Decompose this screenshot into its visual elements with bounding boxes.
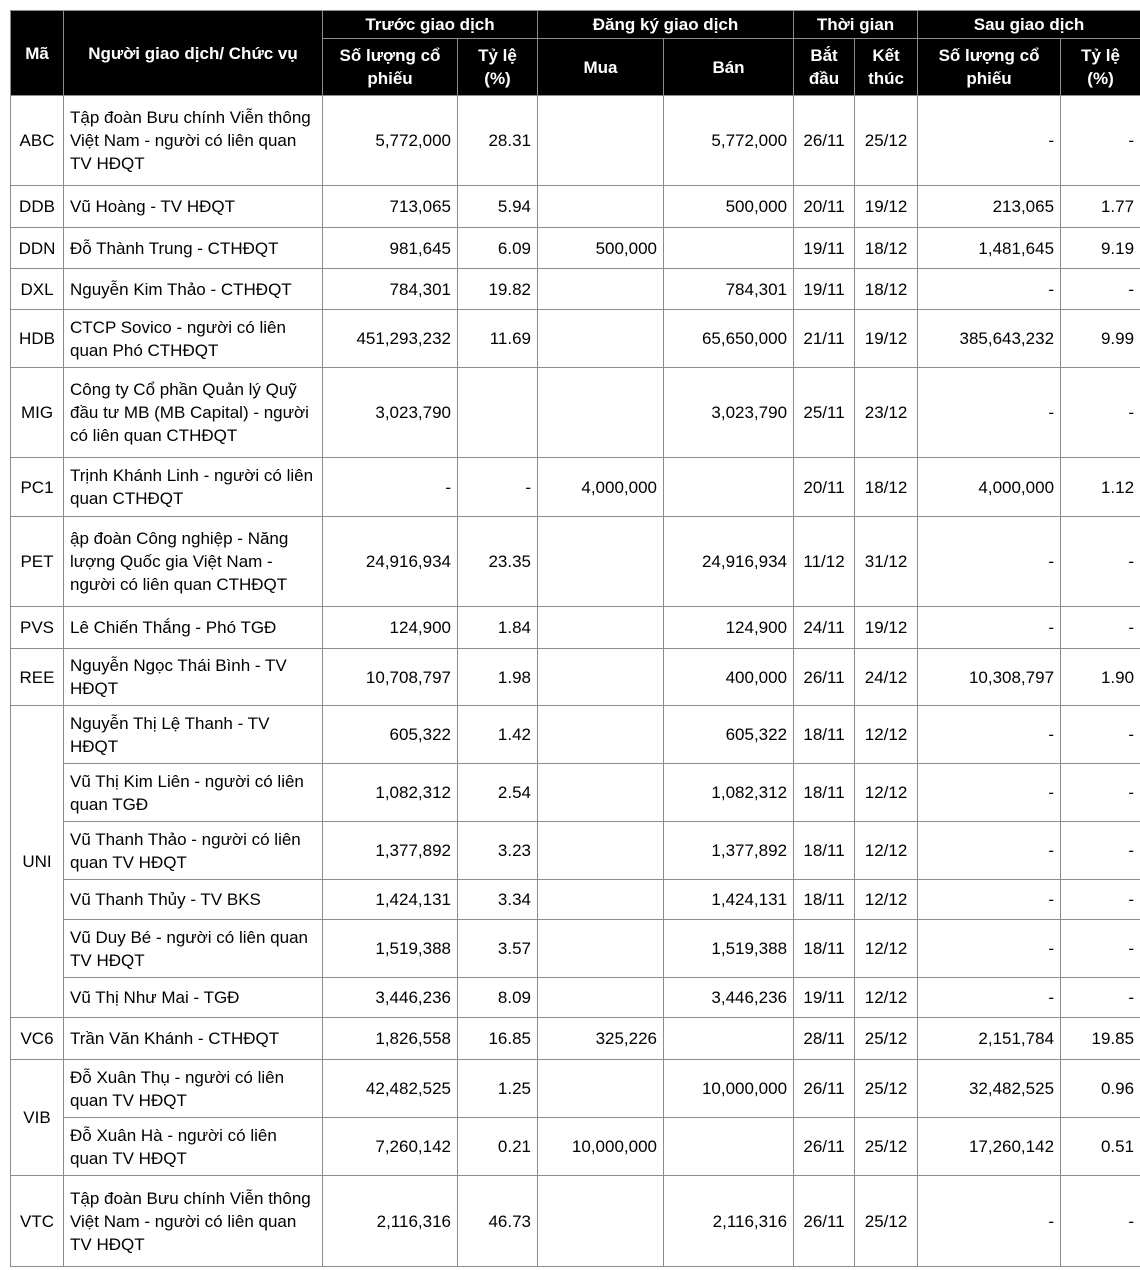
cell-before-ratio: 3.23 bbox=[458, 822, 538, 880]
table-row bbox=[11, 1176, 1140, 1267]
cell-end: 18/12 bbox=[855, 269, 918, 310]
table-row bbox=[11, 880, 1140, 920]
cell-before-shares: 24,916,934 bbox=[323, 517, 458, 607]
cell-buy bbox=[538, 517, 664, 607]
table-row bbox=[11, 706, 1140, 764]
cell-after-shares: 1,481,645 bbox=[918, 228, 1061, 269]
cell-after-shares: - bbox=[918, 368, 1061, 458]
cell-sell: 3,023,790 bbox=[664, 368, 794, 458]
cell-after-shares: - bbox=[918, 706, 1061, 764]
cell-after-ratio: 1.12 bbox=[1061, 458, 1140, 517]
cell-code: VTC bbox=[11, 1176, 64, 1267]
cell-end: 31/12 bbox=[855, 517, 918, 607]
cell-start: 18/11 bbox=[794, 920, 855, 978]
cell-before-ratio: 8.09 bbox=[458, 978, 538, 1018]
cell-before-shares: 3,446,236 bbox=[323, 978, 458, 1018]
cell-end: 25/12 bbox=[855, 1118, 918, 1176]
cell-buy bbox=[538, 607, 664, 649]
cell-sell: 2,116,316 bbox=[664, 1176, 794, 1267]
cell-after-ratio: - bbox=[1061, 368, 1140, 458]
cell-before-ratio: 28.31 bbox=[458, 96, 538, 186]
cell-before-shares: 10,708,797 bbox=[323, 649, 458, 706]
table-row bbox=[11, 764, 1140, 822]
table-header bbox=[11, 11, 1140, 96]
cell-before-ratio: 2.54 bbox=[458, 764, 538, 822]
header-sell: Bán bbox=[664, 39, 794, 96]
cell-before-ratio: 3.57 bbox=[458, 920, 538, 978]
cell-before-ratio: 6.09 bbox=[458, 228, 538, 269]
cell-after-shares: - bbox=[918, 1176, 1061, 1267]
cell-after-shares: 32,482,525 bbox=[918, 1060, 1061, 1118]
cell-before-shares: 124,900 bbox=[323, 607, 458, 649]
cell-code: REE bbox=[11, 649, 64, 706]
cell-before-ratio: 1.42 bbox=[458, 706, 538, 764]
cell-buy bbox=[538, 368, 664, 458]
cell-start: 19/11 bbox=[794, 978, 855, 1018]
cell-buy bbox=[538, 649, 664, 706]
cell-buy bbox=[538, 880, 664, 920]
cell-before-ratio: 46.73 bbox=[458, 1176, 538, 1267]
cell-after-ratio: 0.51 bbox=[1061, 1118, 1140, 1176]
cell-end: 19/12 bbox=[855, 310, 918, 368]
cell-start: 26/11 bbox=[794, 1118, 855, 1176]
cell-before-ratio: 3.34 bbox=[458, 880, 538, 920]
cell-after-ratio: - bbox=[1061, 517, 1140, 607]
cell-buy bbox=[538, 822, 664, 880]
cell-buy: 500,000 bbox=[538, 228, 664, 269]
cell-person: Vũ Thị Như Mai - TGĐ bbox=[64, 978, 323, 1018]
cell-before-shares: 981,645 bbox=[323, 228, 458, 269]
cell-end: 12/12 bbox=[855, 920, 918, 978]
cell-buy bbox=[538, 1060, 664, 1118]
cell-buy bbox=[538, 269, 664, 310]
cell-sell: 1,424,131 bbox=[664, 880, 794, 920]
cell-sell: 24,916,934 bbox=[664, 517, 794, 607]
cell-code: HDB bbox=[11, 310, 64, 368]
table-body bbox=[11, 96, 1140, 1267]
table-row bbox=[11, 368, 1140, 458]
cell-end: 12/12 bbox=[855, 822, 918, 880]
header-end: Kết thúc bbox=[855, 39, 918, 96]
cell-after-ratio: 9.99 bbox=[1061, 310, 1140, 368]
cell-buy: 10,000,000 bbox=[538, 1118, 664, 1176]
table-row bbox=[11, 517, 1140, 607]
cell-after-shares: 4,000,000 bbox=[918, 458, 1061, 517]
cell-code: PVS bbox=[11, 607, 64, 649]
cell-code: DDB bbox=[11, 186, 64, 228]
cell-after-ratio: - bbox=[1061, 269, 1140, 310]
header-before-ratio: Tỷ lệ (%) bbox=[458, 39, 538, 96]
cell-person: Vũ Thanh Thủy - TV BKS bbox=[64, 880, 323, 920]
cell-sell: 5,772,000 bbox=[664, 96, 794, 186]
cell-person: ập đoàn Công nghiệp - Năng lượng Quốc gia Việt Nam - người có liên quan CTHĐQT bbox=[64, 517, 323, 607]
cell-start: 28/11 bbox=[794, 1018, 855, 1060]
table-row bbox=[11, 1018, 1140, 1060]
cell-before-shares: 42,482,525 bbox=[323, 1060, 458, 1118]
cell-end: 25/12 bbox=[855, 96, 918, 186]
cell-before-ratio: 1.98 bbox=[458, 649, 538, 706]
table-row bbox=[11, 458, 1140, 517]
cell-before-ratio: 5.94 bbox=[458, 186, 538, 228]
cell-code: PC1 bbox=[11, 458, 64, 517]
cell-before-shares: 1,826,558 bbox=[323, 1018, 458, 1060]
cell-sell: 400,000 bbox=[664, 649, 794, 706]
cell-before-shares: 1,082,312 bbox=[323, 764, 458, 822]
cell-person: Nguyễn Ngọc Thái Bình - TV HĐQT bbox=[64, 649, 323, 706]
cell-after-shares: - bbox=[918, 96, 1061, 186]
cell-end: 25/12 bbox=[855, 1176, 918, 1267]
cell-start: 19/11 bbox=[794, 228, 855, 269]
cell-sell: 1,082,312 bbox=[664, 764, 794, 822]
cell-start: 21/11 bbox=[794, 310, 855, 368]
table-row bbox=[11, 228, 1140, 269]
cell-before-shares: 713,065 bbox=[323, 186, 458, 228]
cell-start: 11/12 bbox=[794, 517, 855, 607]
cell-before-shares: 1,424,131 bbox=[323, 880, 458, 920]
cell-after-shares: - bbox=[918, 517, 1061, 607]
cell-before-shares: - bbox=[323, 458, 458, 517]
cell-start: 20/11 bbox=[794, 458, 855, 517]
header-after: Sau giao dịch bbox=[918, 11, 1140, 39]
cell-sell: 3,446,236 bbox=[664, 978, 794, 1018]
cell-after-shares: - bbox=[918, 607, 1061, 649]
cell-start: 26/11 bbox=[794, 1176, 855, 1267]
table-row bbox=[11, 978, 1140, 1018]
header-start: Bắt đầu bbox=[794, 39, 855, 96]
cell-buy: 4,000,000 bbox=[538, 458, 664, 517]
cell-after-shares: - bbox=[918, 269, 1061, 310]
table-row bbox=[11, 649, 1140, 706]
cell-after-ratio: 1.77 bbox=[1061, 186, 1140, 228]
cell-before-ratio: 19.82 bbox=[458, 269, 538, 310]
cell-after-ratio: 0.96 bbox=[1061, 1060, 1140, 1118]
cell-buy bbox=[538, 96, 664, 186]
header-buy: Mua bbox=[538, 39, 664, 96]
cell-person: Vũ Hoàng - TV HĐQT bbox=[64, 186, 323, 228]
cell-start: 18/11 bbox=[794, 822, 855, 880]
cell-end: 12/12 bbox=[855, 978, 918, 1018]
cell-after-ratio: 9.19 bbox=[1061, 228, 1140, 269]
cell-end: 18/12 bbox=[855, 458, 918, 517]
table-row bbox=[11, 607, 1140, 649]
cell-end: 25/12 bbox=[855, 1018, 918, 1060]
cell-after-shares: - bbox=[918, 978, 1061, 1018]
cell-person: Trịnh Khánh Linh - người có liên quan CTHĐQT bbox=[64, 458, 323, 517]
cell-person: Đỗ Thành Trung - CTHĐQT bbox=[64, 228, 323, 269]
cell-after-ratio: - bbox=[1061, 764, 1140, 822]
cell-code: UNI bbox=[11, 706, 64, 1018]
cell-after-ratio: - bbox=[1061, 880, 1140, 920]
cell-sell: 605,322 bbox=[664, 706, 794, 764]
cell-after-ratio: - bbox=[1061, 920, 1140, 978]
cell-after-ratio: - bbox=[1061, 96, 1140, 186]
insider-trading-table bbox=[10, 10, 1140, 1267]
cell-sell bbox=[664, 458, 794, 517]
cell-after-ratio: - bbox=[1061, 607, 1140, 649]
cell-person: Đỗ Xuân Thụ - người có liên quan TV HĐQT bbox=[64, 1060, 323, 1118]
cell-sell bbox=[664, 228, 794, 269]
cell-buy bbox=[538, 920, 664, 978]
cell-before-shares: 5,772,000 bbox=[323, 96, 458, 186]
cell-start: 19/11 bbox=[794, 269, 855, 310]
cell-buy bbox=[538, 1176, 664, 1267]
cell-code: VC6 bbox=[11, 1018, 64, 1060]
cell-end: 18/12 bbox=[855, 228, 918, 269]
header-register: Đăng ký giao dịch bbox=[538, 11, 794, 39]
cell-after-shares: 17,260,142 bbox=[918, 1118, 1061, 1176]
cell-before-ratio: 1.25 bbox=[458, 1060, 538, 1118]
cell-start: 20/11 bbox=[794, 186, 855, 228]
cell-sell: 784,301 bbox=[664, 269, 794, 310]
cell-person: CTCP Sovico - người có liên quan Phó CTHĐQT bbox=[64, 310, 323, 368]
cell-sell bbox=[664, 1118, 794, 1176]
table-row bbox=[11, 269, 1140, 310]
cell-buy bbox=[538, 706, 664, 764]
cell-before-shares: 1,519,388 bbox=[323, 920, 458, 978]
cell-before-ratio: - bbox=[458, 458, 538, 517]
cell-buy bbox=[538, 764, 664, 822]
cell-end: 23/12 bbox=[855, 368, 918, 458]
cell-after-ratio: 1.90 bbox=[1061, 649, 1140, 706]
header-person: Người giao dịch/ Chức vụ bbox=[64, 11, 323, 96]
cell-end: 19/12 bbox=[855, 607, 918, 649]
cell-before-ratio bbox=[458, 368, 538, 458]
cell-after-ratio: 19.85 bbox=[1061, 1018, 1140, 1060]
cell-code: DDN bbox=[11, 228, 64, 269]
cell-start: 26/11 bbox=[794, 96, 855, 186]
cell-code: ABC bbox=[11, 96, 64, 186]
cell-before-shares: 3,023,790 bbox=[323, 368, 458, 458]
cell-after-shares: 213,065 bbox=[918, 186, 1061, 228]
cell-end: 12/12 bbox=[855, 706, 918, 764]
cell-after-shares: 385,643,232 bbox=[918, 310, 1061, 368]
cell-person: Trần Văn Khánh - CTHĐQT bbox=[64, 1018, 323, 1060]
header-after-shares: Số lượng cổ phiếu bbox=[918, 39, 1061, 96]
cell-before-shares: 1,377,892 bbox=[323, 822, 458, 880]
cell-code: MIG bbox=[11, 368, 64, 458]
cell-buy: 325,226 bbox=[538, 1018, 664, 1060]
cell-after-shares: 2,151,784 bbox=[918, 1018, 1061, 1060]
cell-end: 19/12 bbox=[855, 186, 918, 228]
table-row bbox=[11, 822, 1140, 880]
cell-before-ratio: 11.69 bbox=[458, 310, 538, 368]
cell-code: PET bbox=[11, 517, 64, 607]
cell-after-shares: 10,308,797 bbox=[918, 649, 1061, 706]
cell-before-shares: 451,293,232 bbox=[323, 310, 458, 368]
cell-person: Tập đoàn Bưu chính Viễn thông Việt Nam - người có liên quan TV HĐQT bbox=[64, 96, 323, 186]
cell-before-shares: 784,301 bbox=[323, 269, 458, 310]
cell-start: 18/11 bbox=[794, 706, 855, 764]
cell-before-shares: 2,116,316 bbox=[323, 1176, 458, 1267]
header-after-ratio: Tỷ lệ (%) bbox=[1061, 39, 1140, 96]
header-code: Mã bbox=[11, 11, 64, 96]
cell-before-ratio: 1.84 bbox=[458, 607, 538, 649]
cell-end: 25/12 bbox=[855, 1060, 918, 1118]
cell-start: 25/11 bbox=[794, 368, 855, 458]
cell-start: 26/11 bbox=[794, 649, 855, 706]
cell-after-shares: - bbox=[918, 764, 1061, 822]
cell-sell: 1,377,892 bbox=[664, 822, 794, 880]
cell-start: 24/11 bbox=[794, 607, 855, 649]
cell-after-shares: - bbox=[918, 920, 1061, 978]
cell-after-ratio: - bbox=[1061, 822, 1140, 880]
cell-sell bbox=[664, 1018, 794, 1060]
cell-buy bbox=[538, 978, 664, 1018]
cell-before-ratio: 16.85 bbox=[458, 1018, 538, 1060]
header-time: Thời gian bbox=[794, 11, 918, 39]
cell-person: Nguyễn Thị Lệ Thanh - TV HĐQT bbox=[64, 706, 323, 764]
cell-person: Vũ Thị Kim Liên - người có liên quan TGĐ bbox=[64, 764, 323, 822]
header-before: Trước giao dịch bbox=[323, 11, 538, 39]
cell-start: 18/11 bbox=[794, 764, 855, 822]
cell-person: Lê Chiến Thắng - Phó TGĐ bbox=[64, 607, 323, 649]
table-row bbox=[11, 1060, 1140, 1118]
cell-sell: 500,000 bbox=[664, 186, 794, 228]
cell-before-shares: 605,322 bbox=[323, 706, 458, 764]
cell-code: DXL bbox=[11, 269, 64, 310]
cell-before-ratio: 23.35 bbox=[458, 517, 538, 607]
cell-sell: 1,519,388 bbox=[664, 920, 794, 978]
cell-after-shares: - bbox=[918, 880, 1061, 920]
cell-start: 18/11 bbox=[794, 880, 855, 920]
cell-before-shares: 7,260,142 bbox=[323, 1118, 458, 1176]
table-row bbox=[11, 96, 1140, 186]
cell-end: 12/12 bbox=[855, 880, 918, 920]
cell-code: VIB bbox=[11, 1060, 64, 1176]
cell-end: 12/12 bbox=[855, 764, 918, 822]
cell-end: 24/12 bbox=[855, 649, 918, 706]
table-row bbox=[11, 920, 1140, 978]
cell-after-ratio: - bbox=[1061, 1176, 1140, 1267]
table-row bbox=[11, 1118, 1140, 1176]
cell-sell: 65,650,000 bbox=[664, 310, 794, 368]
cell-after-shares: - bbox=[918, 822, 1061, 880]
cell-after-ratio: - bbox=[1061, 978, 1140, 1018]
cell-buy bbox=[538, 310, 664, 368]
cell-sell: 10,000,000 bbox=[664, 1060, 794, 1118]
cell-buy bbox=[538, 186, 664, 228]
cell-person: Vũ Thanh Thảo - người có liên quan TV HĐQT bbox=[64, 822, 323, 880]
cell-before-ratio: 0.21 bbox=[458, 1118, 538, 1176]
cell-person: Vũ Duy Bé - người có liên quan TV HĐQT bbox=[64, 920, 323, 978]
cell-after-ratio: - bbox=[1061, 706, 1140, 764]
table-row bbox=[11, 310, 1140, 368]
cell-person: Tập đoàn Bưu chính Viễn thông Việt Nam - người có liên quan TV HĐQT bbox=[64, 1176, 323, 1267]
cell-person: Nguyễn Kim Thảo - CTHĐQT bbox=[64, 269, 323, 310]
cell-sell: 124,900 bbox=[664, 607, 794, 649]
cell-person: Công ty Cổ phần Quản lý Quỹ đầu tư MB (MB Capital) - người có liên quan CTHĐQT bbox=[64, 368, 323, 458]
cell-person: Đỗ Xuân Hà - người có liên quan TV HĐQT bbox=[64, 1118, 323, 1176]
cell-start: 26/11 bbox=[794, 1060, 855, 1118]
table-row bbox=[11, 186, 1140, 228]
header-before-shares: Số lượng cổ phiếu bbox=[323, 39, 458, 96]
